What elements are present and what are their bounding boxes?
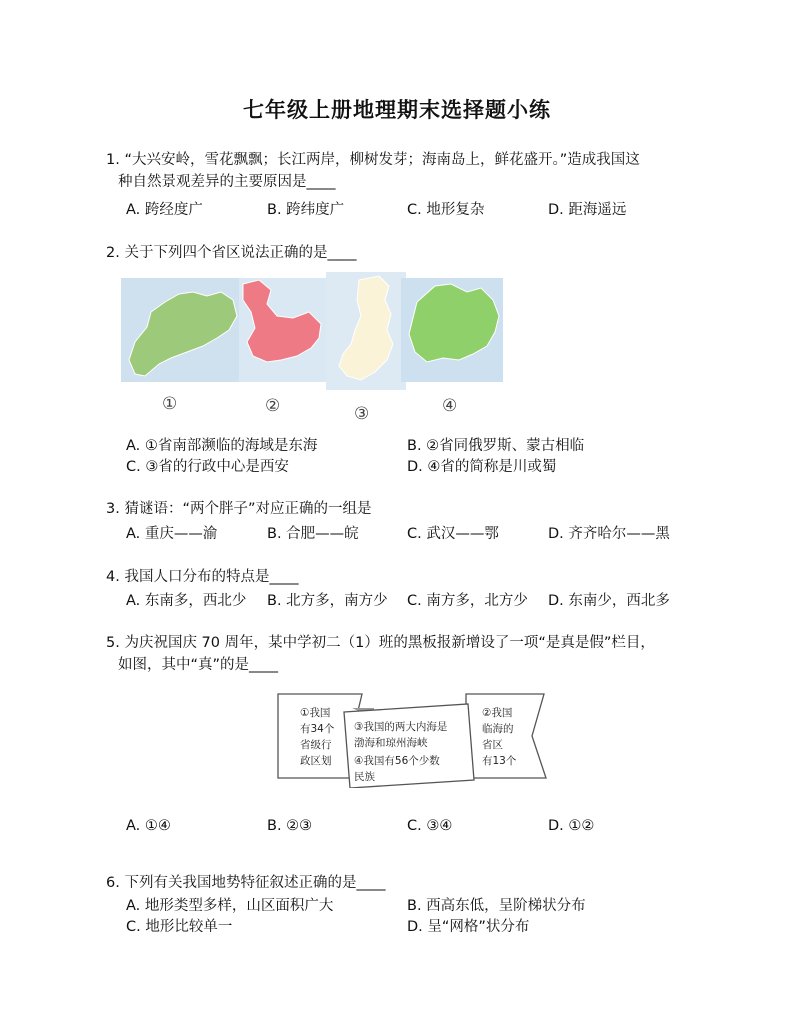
q3-option-d[interactable]: D. 齐齐哈尔——黑 [548,526,670,542]
board-center-line-4: 民族 [354,771,375,783]
question-6-stem: 6. 下列有关我国地势特征叙述正确的是____ [106,875,386,891]
q4-option-b[interactable]: B. 北方多，南方少 [267,593,388,609]
board-center-line-3: ④我国有56个少数 [354,755,440,767]
q6-option-b[interactable]: B. 西高东低，呈阶梯状分布 [407,898,586,914]
q5-option-d[interactable]: D. ①② [548,818,595,834]
question-1 [106,149,640,193]
q2-option-b[interactable]: B. ②省同俄罗斯、蒙古相临 [407,438,585,454]
board-center-line-2: 渤海和琼州海峡 [354,737,428,749]
board-left-line-2: 有34个 [300,723,335,735]
question-5 [106,632,655,676]
board-left-line-3: 省级行 [300,739,332,751]
board-center-line-1: ③我国的两大内海是 [354,721,448,733]
page-title: 七年级上册地理期末选择题小练 [243,97,551,122]
question-4 [106,566,298,588]
question-1-line-2: 种自然景观差异的主要原因是____ [118,174,336,190]
blackboard-svg [270,688,550,788]
q2-option-a[interactable]: A. ①省南部濒临的海域是东海 [126,438,318,454]
q1-option-c[interactable]: C. 地形复杂 [407,202,485,218]
q4-option-d[interactable]: D. 东南少，西北多 [548,593,670,609]
q5-option-a[interactable]: A. ①④ [126,818,171,834]
board-right-line-4: 有13个 [482,755,517,767]
q6-option-c[interactable]: C. 地形比较单一 [126,919,233,935]
q3-option-c[interactable]: C. 武汉——鄂 [407,526,499,542]
q2-option-d[interactable]: D. ④省的简称是川或蜀 [407,459,557,475]
q1-option-a[interactable]: A. 跨经度广 [126,202,203,218]
map-label-2: ② [265,396,281,416]
question-2 [106,242,356,264]
question-3 [106,498,371,520]
map-label-3: ③ [354,404,370,424]
board-right-line-2: 临海的 [482,723,514,735]
q6-option-d[interactable]: D. 呈“网格”状分布 [407,919,530,935]
blackboard-figure [270,688,550,792]
map-label-4: ④ [442,396,458,416]
q6-option-a[interactable]: A. 地形类型多样，山区面积广大 [126,898,334,914]
board-left-line-1: ①我国 [300,707,331,719]
board-right-line-1: ②我国 [482,707,513,719]
board-right-line-3: 省区 [482,739,503,751]
question-5-line-2: 如图，其中“真”的是____ [118,657,279,673]
board-left-line-4: 政区划 [300,755,332,767]
question-2-stem: 2. 关于下列四个省区说法正确的是____ [106,245,357,261]
q3-option-b[interactable]: B. 合肥——皖 [267,526,359,542]
q2-option-c[interactable]: C. ③省的行政中心是西安 [126,459,289,475]
q1-option-b[interactable]: B. 跨纬度广 [267,202,345,218]
q5-option-b[interactable]: B. ②③ [267,818,313,834]
q3-option-a[interactable]: A. 重庆——渝 [126,526,218,542]
province-maps-svg [121,272,503,392]
question-4-stem: 4. 我国人口分布的特点是____ [106,569,299,585]
q4-option-c[interactable]: C. 南方多，北方少 [407,593,528,609]
province-maps [121,272,503,392]
q1-option-d[interactable]: D. 距海遥远 [548,202,627,218]
q5-option-c[interactable]: C. ③④ [407,818,453,834]
map-label-1: ① [162,394,178,414]
q4-option-a[interactable]: A. 东南多，西北少 [126,593,247,609]
question-5-line-1: 5. 为庆祝国庆 70 周年，某中学初二（1）班的黑板报新增设了一项“是真是假”栏目， [106,635,655,651]
question-1-line-1: 1. “大兴安岭，雪花飘飘；长江两岸，柳树发芽；海南岛上，鲜花盛开。”造成我国这 [106,152,640,168]
question-3-stem: 3. 猜谜语：“两个胖子”对应正确的一组是 [106,501,372,517]
question-6 [106,872,385,894]
